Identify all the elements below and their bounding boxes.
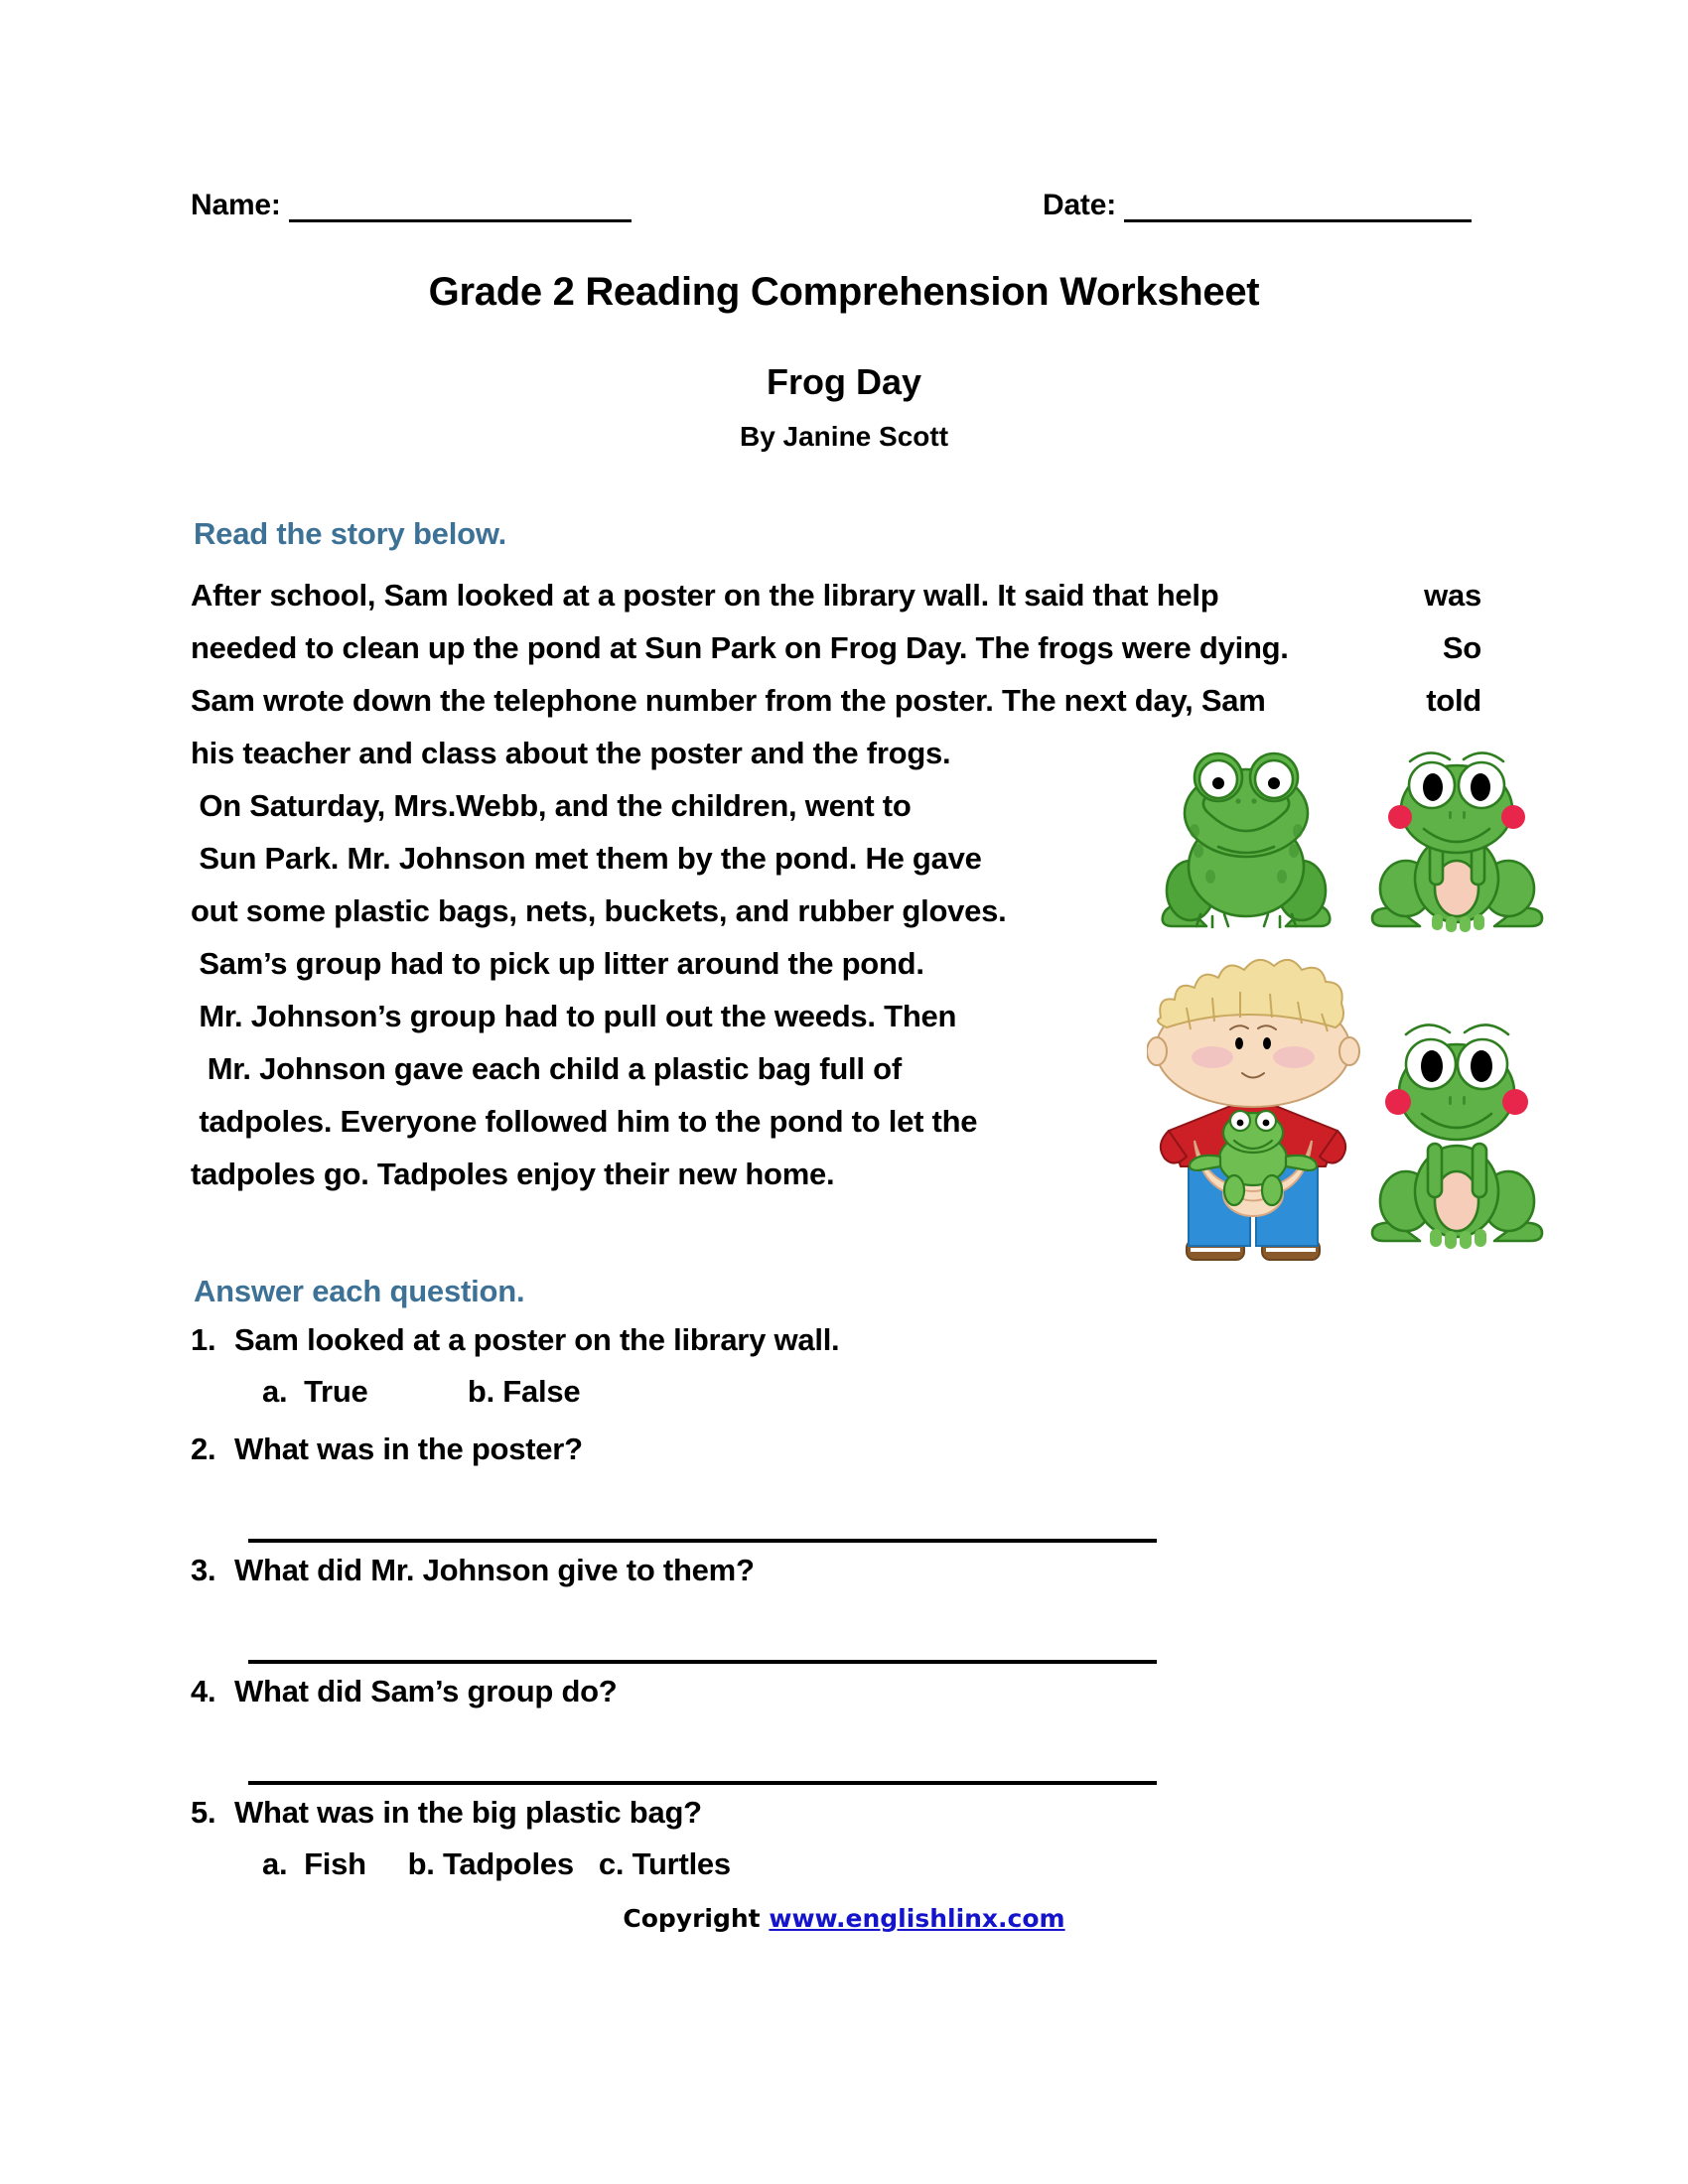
frog-rosy-cheeks-icon-2 (1370, 1003, 1544, 1256)
story-title: Frog Day (766, 361, 922, 402)
question-list (191, 1322, 1481, 1904)
name-field-group (191, 189, 632, 222)
question-number: 1. (191, 1322, 216, 1357)
story-line: tadpoles. Everyone followed him to the pond to let the (191, 1104, 978, 1139)
story-line (191, 621, 1481, 674)
question-options[interactable]: a. True b. False (262, 1374, 581, 1409)
story-line-text: After school, Sam looked at a poster on the library wall. It said that help (191, 578, 1219, 613)
story-line: Sun Park. Mr. Johnson met them by the pond. He gave (191, 841, 982, 876)
question-number: 2. (191, 1432, 216, 1466)
story-author: By Janine Scott (739, 421, 949, 452)
question-text: What did Sam’s group do? (234, 1674, 618, 1708)
date-write-in-line[interactable] (1124, 196, 1472, 222)
question-number: 5. (191, 1795, 216, 1830)
question-item (191, 1674, 1481, 1725)
question-number: 3. (191, 1553, 216, 1587)
boy-holding-frog-icon (1147, 946, 1360, 1264)
question-text: Sam looked at a poster on the library wall. (234, 1322, 840, 1357)
frog-plain-icon (1157, 740, 1336, 928)
answer-question-heading: Answer each question. (194, 1274, 525, 1308)
name-date-row (191, 189, 1472, 222)
date-field-group (1043, 189, 1472, 222)
question-number: 4. (191, 1674, 216, 1708)
story-line: Mr. Johnson’s group had to pull out the weeds. Then (191, 999, 957, 1033)
question-item (191, 1432, 1481, 1483)
story-line: his teacher and class about the poster and the frogs. (191, 736, 951, 770)
answer-write-in-line[interactable] (248, 1483, 1157, 1543)
question-item (191, 1795, 1481, 1846)
question-options[interactable]: a. Fish b. Tadpoles c. Turtles (262, 1846, 731, 1881)
story-line: Sam’s group had to pick up litter around the pond. (191, 946, 924, 981)
story-line: out some plastic bags, nets, buckets, and rubber gloves. (191, 893, 1007, 928)
answer-write-in-line[interactable] (248, 1604, 1157, 1664)
story-line: tadpoles go. Tadpoles enjoy their new home. (191, 1157, 835, 1191)
answer-write-in-line[interactable] (248, 1725, 1157, 1785)
worksheet-title: Grade 2 Reading Comprehension Worksheet (428, 270, 1260, 314)
story-line-tail: So (1442, 630, 1481, 665)
story-line: On Saturday, Mrs.Webb, and the children, went to (191, 788, 912, 823)
question-item (191, 1553, 1481, 1604)
name-write-in-line[interactable] (289, 196, 632, 222)
read-story-heading: Read the story below. (194, 516, 507, 551)
question-text: What was in the poster? (234, 1432, 583, 1466)
frog-rosy-cheeks-icon (1370, 740, 1544, 933)
story-line: Mr. Johnson gave each child a plastic bag full of (191, 1051, 902, 1086)
copyright-footer (0, 1904, 1688, 1933)
name-label: Name: (191, 189, 281, 221)
story-line-text: needed to clean up the pond at Sun Park on Frog Day. The frogs were dying. (191, 630, 1289, 665)
story-line (191, 569, 1481, 621)
story-line-tail: was (1424, 578, 1481, 613)
story-line (191, 674, 1481, 727)
story-line-tail: told (1426, 683, 1481, 718)
question-text: What was in the big plastic bag? (234, 1795, 702, 1830)
question-item (191, 1322, 1481, 1374)
copyright-label: Copyright (623, 1904, 770, 1933)
englishlinx-link[interactable]: www.englishlinx.com (769, 1904, 1065, 1933)
story-line-text: Sam wrote down the telephone number from the poster. The next day, Sam (191, 683, 1266, 718)
question-text: What did Mr. Johnson give to them? (234, 1553, 755, 1587)
illustration-group (1147, 740, 1554, 1266)
date-label: Date: (1042, 189, 1116, 221)
